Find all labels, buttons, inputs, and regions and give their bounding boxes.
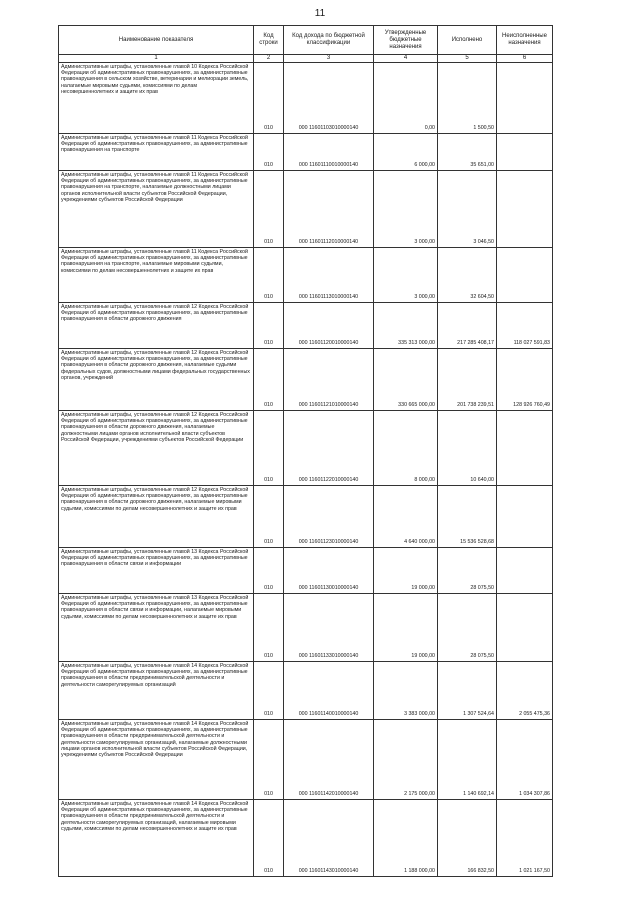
table-row — [59, 800, 553, 877]
row-kbk: 000 11601112010000140 — [284, 171, 374, 248]
row-unexecuted — [497, 171, 553, 248]
row-code: 010 — [254, 303, 284, 349]
row-kbk: 000 11601123010000140 — [284, 486, 374, 548]
header-name: Наименование показателя — [59, 26, 254, 55]
header-executed: Исполнено — [438, 26, 497, 55]
row-unexecuted: 1 021 167,50 — [497, 800, 553, 877]
row-kbk: 000 11601142010000140 — [284, 720, 374, 800]
row-unexecuted: 2 055 475,36 — [497, 662, 553, 720]
row-code: 010 — [254, 248, 284, 303]
row-approved: 3 000,00 — [374, 171, 438, 248]
row-code: 010 — [254, 548, 284, 594]
row-approved: 4 640 000,00 — [374, 486, 438, 548]
row-unexecuted — [497, 548, 553, 594]
table-row — [59, 662, 553, 720]
header-approved: Утвержденные бюджетные назначения — [374, 26, 438, 55]
column-number: 5 — [438, 55, 497, 63]
header-row — [59, 26, 553, 55]
row-executed: 1 140 692,14 — [438, 720, 497, 800]
table-row — [59, 349, 553, 411]
row-name: Административные штрафы, установленные главой 11 Кодекса Российской Федерации об административных правонарушениях, за административные правонарушения на транспорте, налагаемые должностными лицами органов исполнительной власти субъектов Российской Федерации, учреждениями субъектов Российской Федерации — [59, 171, 254, 248]
row-approved: 3 000,00 — [374, 248, 438, 303]
table-row — [59, 248, 553, 303]
header-kbk: Код дохода по бюджетной классификации — [284, 26, 374, 55]
row-executed: 28 075,50 — [438, 594, 497, 662]
column-number: 1 — [59, 55, 254, 63]
row-code: 010 — [254, 720, 284, 800]
table-row — [59, 411, 553, 486]
row-kbk: 000 11601121010000140 — [284, 349, 374, 411]
row-executed: 3 046,50 — [438, 171, 497, 248]
table-row — [59, 720, 553, 800]
row-executed: 32 604,50 — [438, 248, 497, 303]
row-code: 010 — [254, 63, 284, 134]
row-approved: 0,00 — [374, 63, 438, 134]
row-kbk: 000 11601120010000140 — [284, 303, 374, 349]
table-row — [59, 63, 553, 134]
row-unexecuted — [497, 411, 553, 486]
table-body — [59, 63, 553, 877]
row-code: 010 — [254, 349, 284, 411]
row-executed: 1 500,50 — [438, 63, 497, 134]
row-unexecuted — [497, 134, 553, 171]
table-row — [59, 171, 553, 248]
table-row — [59, 134, 553, 171]
row-kbk: 000 11601133010000140 — [284, 594, 374, 662]
row-name: Административные штрафы, установленные главой 11 Кодекса Российской Федерации об административных правонарушениях, за административные правонарушения на транспорте, налагаемые мировыми судьями, комиссиями по делам несовершеннолетних и защите их прав — [59, 248, 254, 303]
row-unexecuted — [497, 486, 553, 548]
row-code: 010 — [254, 411, 284, 486]
row-name: Административные штрафы, установленные главой 14 Кодекса Российской Федерации об административных правонарушениях, за административные правонарушения в области предпринимательской деятельности и деятельности саморегулируемых организаций, налагаемые мировыми судьями, комиссиями по делам несовершеннолетних и защите их прав — [59, 800, 254, 877]
header-unexecuted: Неисполненные назначения — [497, 26, 553, 55]
row-unexecuted: 118 027 591,83 — [497, 303, 553, 349]
table-row — [59, 303, 553, 349]
table-row — [59, 486, 553, 548]
row-kbk: 000 11601110010000140 — [284, 134, 374, 171]
column-number: 6 — [497, 55, 553, 63]
table-row — [59, 594, 553, 662]
row-executed: 15 536 528,68 — [438, 486, 497, 548]
row-code: 010 — [254, 171, 284, 248]
row-approved: 19 000,00 — [374, 594, 438, 662]
row-executed: 1 307 524,64 — [438, 662, 497, 720]
row-code: 010 — [254, 662, 284, 720]
row-approved: 6 000,00 — [374, 134, 438, 171]
table-row — [59, 548, 553, 594]
column-number-row — [59, 55, 553, 63]
row-executed: 35 651,00 — [438, 134, 497, 171]
row-kbk: 000 11601140010000140 — [284, 662, 374, 720]
row-approved: 2 175 000,00 — [374, 720, 438, 800]
column-number: 3 — [284, 55, 374, 63]
report-table — [58, 25, 553, 877]
row-unexecuted: 128 926 760,49 — [497, 349, 553, 411]
column-number: 4 — [374, 55, 438, 63]
row-code: 010 — [254, 486, 284, 548]
row-unexecuted: 1 034 307,86 — [497, 720, 553, 800]
row-kbk: 000 11601143010000140 — [284, 800, 374, 877]
row-executed: 28 075,50 — [438, 548, 497, 594]
row-approved: 1 188 000,00 — [374, 800, 438, 877]
row-name: Административные штрафы, установленные главой 12 Кодекса Российской Федерации об административных правонарушениях, за административные правонарушения в области дорожного движения — [59, 303, 254, 349]
row-name: Административные штрафы, установленные главой 13 Кодекса Российской Федерации об административных правонарушениях, за административные правонарушения в области связи и информации — [59, 548, 254, 594]
row-code: 010 — [254, 594, 284, 662]
row-approved: 8 000,00 — [374, 411, 438, 486]
row-name: Административные штрафы, установленные главой 14 Кодекса Российской Федерации об административных правонарушениях, за административные правонарушения в области предпринимательской деятельности и деятельности саморегулируемых организаций — [59, 662, 254, 720]
row-name: Административные штрафы, установленные главой 12 Кодекса Российской Федерации об административных правонарушениях, за административные правонарушения в области дорожного движения, налагаемые мировыми судьями, комиссиями по делам несовершеннолетних и защите их прав — [59, 486, 254, 548]
row-name: Административные штрафы, установленные главой 12 Кодекса Российской Федерации об административных правонарушениях, за административные правонарушения в области дорожного движения, налагаемые должностными лицами органов исполнительной власти субъектов Российской Федерации, учреждениями субъектов Российской Федерации — [59, 411, 254, 486]
row-approved: 335 313 000,00 — [374, 303, 438, 349]
row-executed: 10 640,00 — [438, 411, 497, 486]
header-code: Код строки — [254, 26, 284, 55]
page-number: 11 — [314, 8, 326, 19]
row-code: 010 — [254, 800, 284, 877]
row-kbk: 000 11601103010000140 — [284, 63, 374, 134]
row-unexecuted — [497, 63, 553, 134]
row-approved: 330 665 000,00 — [374, 349, 438, 411]
row-kbk: 000 11601130010000140 — [284, 548, 374, 594]
row-approved: 19 000,00 — [374, 548, 438, 594]
row-approved: 3 383 000,00 — [374, 662, 438, 720]
row-unexecuted — [497, 248, 553, 303]
column-number: 2 — [254, 55, 284, 63]
row-code: 010 — [254, 134, 284, 171]
row-name: Административные штрафы, установленные главой 12 Кодекса Российской Федерации об административных правонарушениях, за административные правонарушения в области дорожного движения, налагаемые судьями федеральных судов, должностными лицами федеральных государственных органов, учреждений — [59, 349, 254, 411]
row-name: Административные штрафы, установленные главой 13 Кодекса Российской Федерации об административных правонарушениях, за административные правонарушения в области связи и информации, налагаемые мировыми судьями, комиссиями по делам несовершеннолетних и защите их прав — [59, 594, 254, 662]
row-name: Административные штрафы, установленные главой 11 Кодекса Российской Федерации об административных правонарушениях, за административные правонарушения на транспорте — [59, 134, 254, 171]
row-unexecuted — [497, 594, 553, 662]
row-name: Административные штрафы, установленные главой 10 Кодекса Российской Федерации об административных правонарушениях, за административные правонарушения в сельском хозяйстве, ветеринарии и мелиорации земель, налагаемые мировыми судьями, комиссиями по делам несовершеннолетних и защите их прав — [59, 63, 254, 134]
row-executed: 166 832,50 — [438, 800, 497, 877]
row-executed: 217 285 408,17 — [438, 303, 497, 349]
row-kbk: 000 11601113010000140 — [284, 248, 374, 303]
row-executed: 201 738 239,51 — [438, 349, 497, 411]
row-name: Административные штрафы, установленные главой 14 Кодекса Российской Федерации об административных правонарушениях, за административные правонарушения в области предпринимательской деятельности и деятельности саморегулируемых организаций, налагаемые должностными лицами органов исполнительной власти субъектов Российской Федерации, учреждениями субъектов Российской Федерации — [59, 720, 254, 800]
row-kbk: 000 11601122010000140 — [284, 411, 374, 486]
